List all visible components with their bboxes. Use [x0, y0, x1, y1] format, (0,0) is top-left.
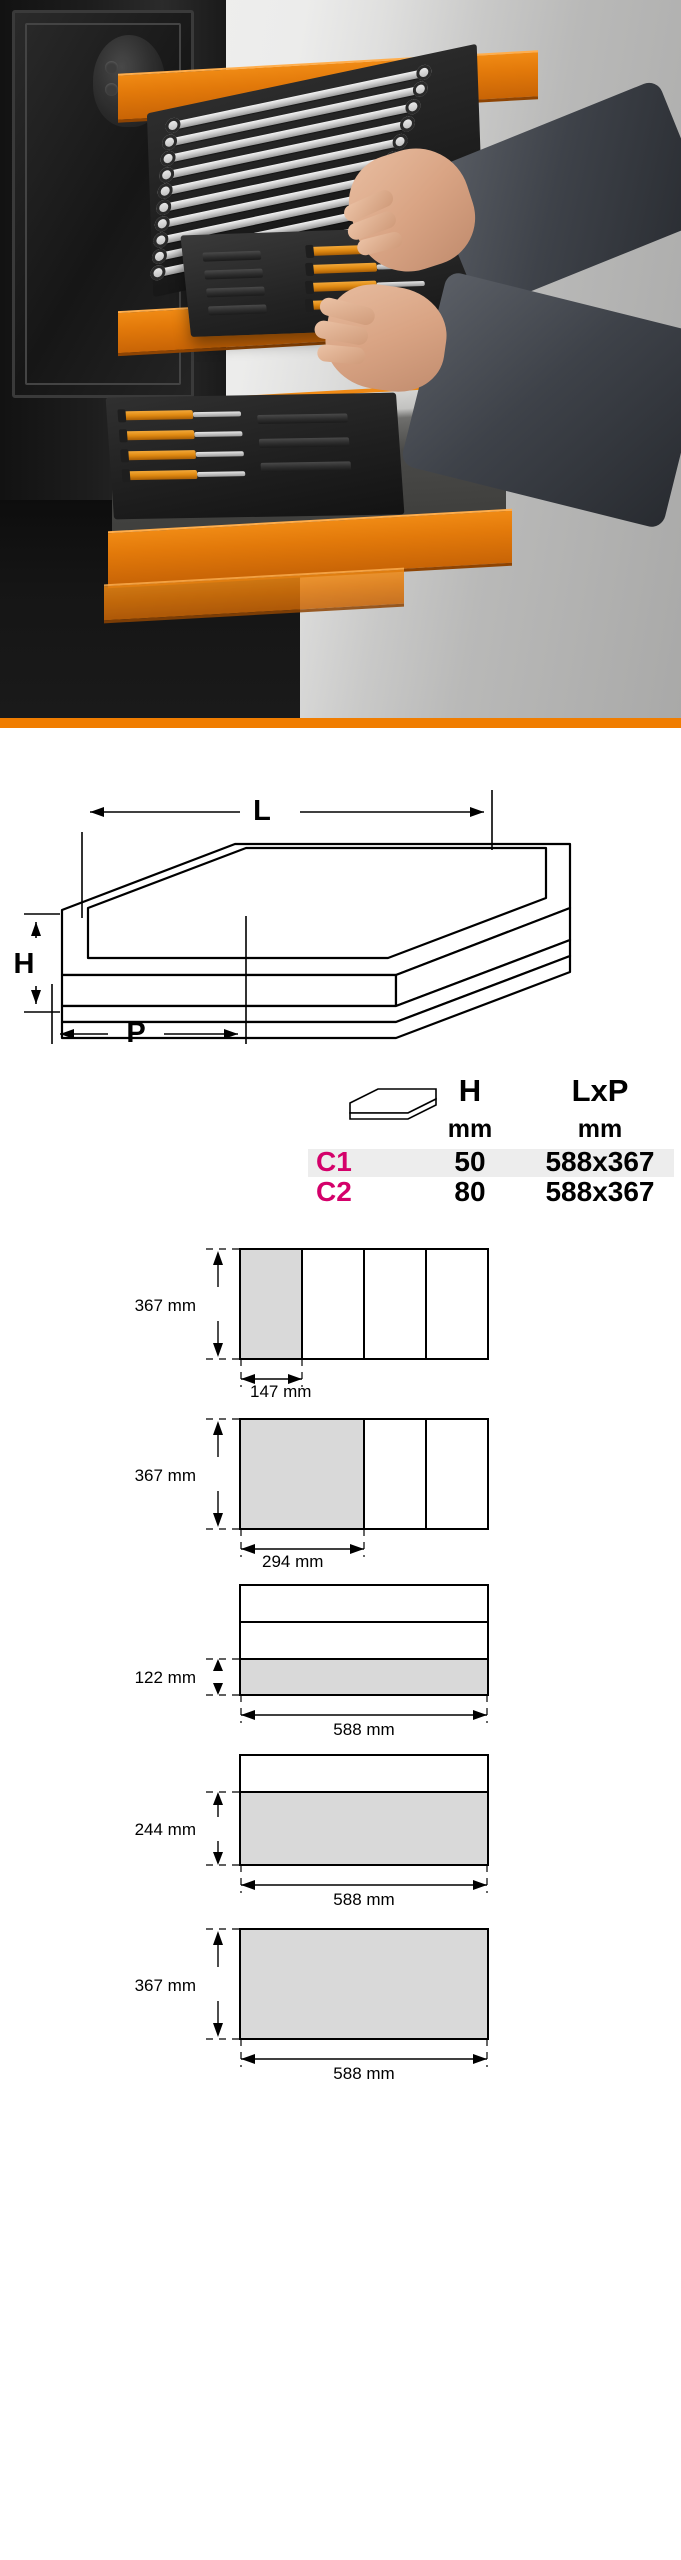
row-lxp-c1: 588x367	[545, 1146, 655, 1177]
row-h-c1: 50	[454, 1146, 486, 1177]
screwdriver-tray-in-drawer	[106, 393, 405, 520]
row-code-c2: C2	[316, 1176, 352, 1207]
specifications-table	[0, 1059, 681, 1209]
layout3-left-label: 122 mm	[134, 1668, 196, 1687]
layout-367-full	[0, 1907, 681, 2087]
label-depth: P	[126, 1017, 146, 1049]
layout-244-two-rows	[0, 1737, 681, 1907]
layout2-bottom-label: 294 mm	[262, 1552, 324, 1567]
layout4-bottom-label: 588 mm	[333, 1890, 395, 1907]
layout5-bottom-label: 588 mm	[333, 2064, 395, 2083]
tray-dimension-diagram	[0, 728, 681, 1053]
highlight-cell	[240, 1929, 488, 2039]
header-unit-lxp: mm	[577, 1115, 623, 1143]
highlight-cell	[241, 1792, 487, 1864]
label-length: L	[253, 795, 271, 827]
layout-122-three-rows	[0, 1567, 681, 1737]
highlight-cell	[241, 1420, 364, 1528]
layout4-left-label: 244 mm	[134, 1820, 196, 1839]
layout-147-four-columns	[0, 1227, 681, 1397]
compartment-layout-diagrams	[0, 1209, 681, 2087]
header-h: H	[458, 1073, 482, 1108]
layout2-left-label: 367 mm	[134, 1466, 196, 1485]
header-unit-h: mm	[447, 1115, 493, 1143]
layout5-left-label: 367 mm	[134, 1976, 196, 1995]
row-lxp-c2: 588x367	[545, 1176, 655, 1207]
label-height: H	[13, 948, 35, 980]
header-lxp: LxP	[571, 1073, 629, 1108]
layout3-bottom-label: 588 mm	[333, 1720, 395, 1737]
tray-icon	[350, 1089, 436, 1119]
layout1-bottom-label: 147 mm	[250, 1382, 312, 1397]
highlight-cell	[241, 1659, 487, 1694]
row-code-c1: C1	[316, 1146, 352, 1177]
highlight-cell	[241, 1250, 302, 1358]
row-h-c2: 80	[454, 1176, 486, 1207]
layout1-left-label: 367 mm	[134, 1296, 196, 1315]
layout-294-two-columns	[0, 1397, 681, 1567]
product-photo	[0, 0, 681, 718]
orange-divider	[0, 718, 681, 728]
